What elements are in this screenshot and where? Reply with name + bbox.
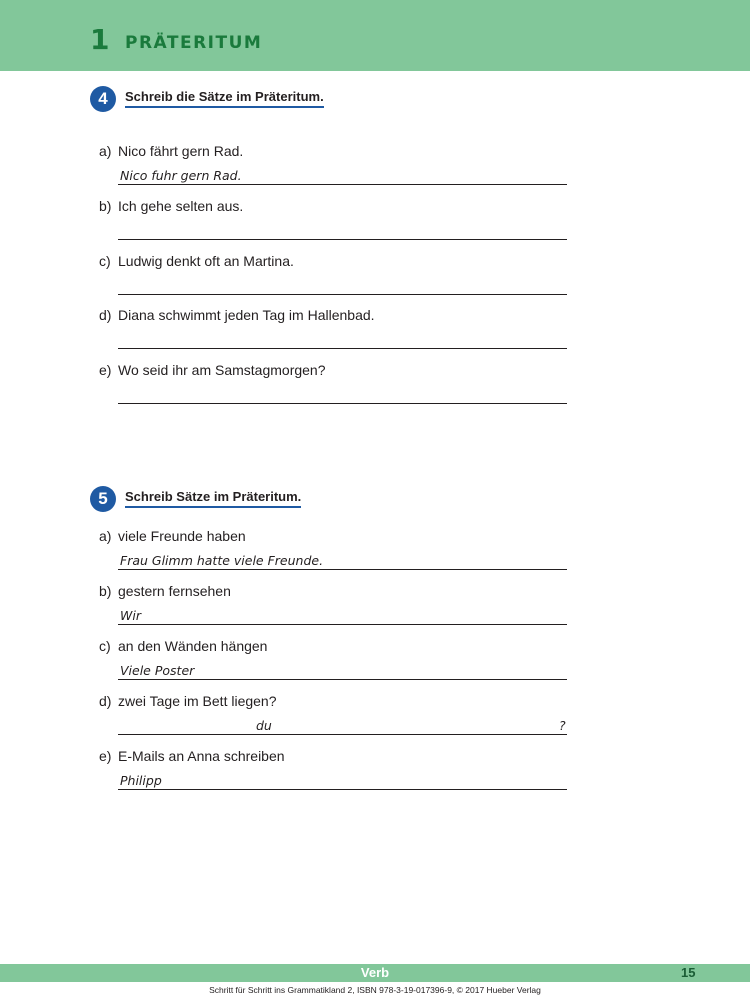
answer-line[interactable] (118, 545, 567, 570)
item-prompt: zwei Tage im Bett liegen? (118, 693, 277, 709)
item-letter: b) (99, 198, 112, 214)
page-number: 15 (681, 965, 696, 980)
exercise-number-badge: 4 (90, 86, 116, 112)
item-prompt: gestern fernsehen (118, 583, 231, 599)
footer-section-label: Verb (360, 965, 390, 980)
chapter-header (0, 0, 750, 71)
item-prompt: Ich gehe selten aus. (118, 198, 244, 214)
exercise-4-item-a (99, 142, 569, 185)
exercise-4-item-d (99, 306, 569, 349)
item-letter: e) (99, 362, 112, 378)
item-letter: a) (99, 143, 112, 159)
handwritten-answer: Philipp (120, 773, 162, 788)
answer-line[interactable] (118, 655, 567, 680)
item-letter: b) (99, 583, 112, 599)
handwritten-answer: Viele Poster (120, 663, 195, 678)
item-prompt: viele Freunde haben (118, 528, 246, 544)
answer-line[interactable] (118, 160, 567, 185)
answer-line[interactable] (118, 379, 567, 404)
exercise-5-item-b (99, 582, 569, 625)
exercise-4-item-e (99, 361, 569, 404)
answer-line[interactable] (118, 600, 567, 625)
exercise-4-item-c (99, 252, 569, 295)
handwritten-answer: Wir (120, 608, 141, 623)
answer-line[interactable] (118, 215, 567, 240)
exercise-5-item-c (99, 637, 569, 680)
item-letter: e) (99, 748, 112, 764)
item-prompt: an den Wänden hängen (118, 638, 268, 654)
item-prompt: Wo seid ihr am Samstagmorgen? (118, 362, 326, 378)
exercise-instruction: Schreib Sätze im Präteritum. (125, 489, 301, 508)
item-prompt: E-Mails an Anna schreiben (118, 748, 285, 764)
answer-line[interactable] (118, 324, 567, 349)
item-letter: a) (99, 528, 112, 544)
handwritten-answer: Nico fuhr gern Rad. (120, 168, 242, 183)
chapter-title: PRÄTERITUM (125, 33, 263, 53)
answer-line[interactable] (118, 270, 567, 295)
item-letter: c) (99, 253, 111, 269)
answer-line[interactable] (118, 710, 567, 735)
handwritten-answer: Frau Glimm hatte viele Freunde. (120, 553, 324, 568)
item-letter: d) (99, 307, 112, 323)
item-prompt: Ludwig denkt oft an Martina. (118, 253, 294, 269)
item-prompt: Nico fährt gern Rad. (118, 143, 244, 159)
handwritten-answer: du (256, 718, 272, 733)
copyright-notice: Schritt für Schritt ins Grammatikland 2, ISBN 978-3-19-017396-9, © 2017 Hueber Verlag (209, 985, 541, 995)
answer-line[interactable] (118, 765, 567, 790)
exercise-4-item-b (99, 197, 569, 240)
exercise-5-item-a (99, 527, 569, 570)
exercise-number-badge: 5 (90, 486, 116, 512)
item-prompt: Diana schwimmt jeden Tag im Hallenbad. (118, 307, 375, 323)
item-letter: c) (99, 638, 111, 654)
handwritten-question-mark: ? (559, 718, 566, 733)
footer-bar (0, 964, 750, 982)
item-letter: d) (99, 693, 112, 709)
chapter-number: 1 (90, 23, 110, 56)
exercise-instruction: Schreib die Sätze im Präteritum. (125, 89, 324, 108)
exercise-5-item-e (99, 747, 569, 790)
exercise-5-item-d (99, 692, 569, 735)
